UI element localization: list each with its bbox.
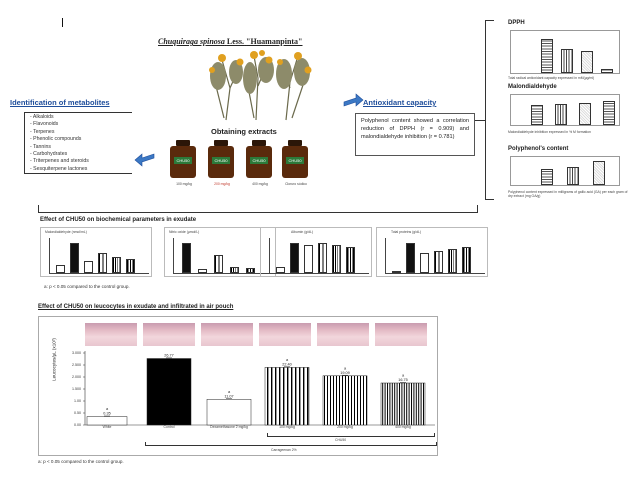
y-tick-label: 0.50 xyxy=(74,411,81,416)
species-name: Chuquiraga spinosa xyxy=(158,37,225,46)
significance-label: a xyxy=(343,366,347,371)
x-label: 400 mg/kg xyxy=(395,425,411,429)
mda-bar-1 xyxy=(531,105,543,125)
biochem-chart-title: Total proteins (g/dL) xyxy=(391,230,421,234)
mda-bar-3 xyxy=(579,103,591,125)
jar-label: CHU50 xyxy=(286,157,304,164)
polyphenol-bar-3 xyxy=(593,161,605,185)
dpph-title: DPPH xyxy=(508,20,525,26)
biochem-heading: Effect of CHU50 on biochemical parameters in exudate xyxy=(40,217,197,223)
bar xyxy=(246,268,255,273)
biochem-chart-title: Albumin (g/dL) xyxy=(291,230,314,234)
polyphenol-bar-2 xyxy=(567,167,579,185)
y-axis-label: Leucocytes/µL (x10³) xyxy=(51,338,57,381)
jar-4 xyxy=(282,140,308,178)
x-label: White xyxy=(102,425,112,429)
list-item: - Flavonoids xyxy=(30,121,59,128)
mda-exudate-chart xyxy=(40,227,152,277)
chu50-bracket xyxy=(267,433,435,437)
jar-label: CHU50 xyxy=(250,157,268,164)
polyphenol-title: Polyphenol's content xyxy=(508,146,569,152)
polyphenol-chart xyxy=(510,156,620,186)
mda-title: Malondialdehyde xyxy=(508,84,557,90)
x-label: 200 mg/kg xyxy=(337,425,353,429)
leukocytes-heading: Effect of CHU50 on leucocytes in exudate and infiltrated in air pouch xyxy=(38,304,234,310)
dpph-bar-3 xyxy=(581,51,593,73)
y-tick-label: 2.500 xyxy=(72,363,81,368)
bar-white xyxy=(87,417,127,425)
species-authority: Less. xyxy=(226,37,245,46)
carrageenan-label: Carrageenan 2% xyxy=(271,448,297,452)
dpph-bar-1 xyxy=(541,39,553,73)
mda-bar-4 xyxy=(603,101,615,125)
extract-jars xyxy=(170,140,320,188)
metabolites-heading: Identification of metabolites xyxy=(10,98,110,107)
biochem-bracket xyxy=(38,205,478,213)
carrageenan-bracket xyxy=(145,442,437,446)
dpph-bar-4 xyxy=(601,69,613,73)
page-title xyxy=(158,37,303,46)
antioxidant-heading: Antioxidant capacity xyxy=(363,98,437,107)
albumin-chart xyxy=(260,227,372,277)
bar xyxy=(214,255,223,273)
corner-mark xyxy=(62,18,63,27)
jar-label: CHU50 xyxy=(212,157,230,164)
data-label: 16.75 xyxy=(398,378,408,382)
biochem-footnote: a: p < 0.05 compared to the control group. xyxy=(44,284,130,289)
bar xyxy=(198,269,207,273)
bar xyxy=(332,245,341,273)
leukocyte-footnote: a: p < 0.05 compared to the control group. xyxy=(38,459,124,464)
bar xyxy=(304,245,313,273)
biochem-chart-title: Nitric oxide (µmol/L) xyxy=(169,230,200,234)
significance-label: a xyxy=(227,389,231,394)
dpph-bar-2 xyxy=(561,49,573,73)
bar xyxy=(84,261,93,273)
biochem-chart-title: Malondialdehyde (nmol/mL) xyxy=(45,230,87,234)
significance-label: a xyxy=(285,357,289,362)
bar-control xyxy=(147,359,191,425)
bar xyxy=(392,271,401,273)
mda-bar-2 xyxy=(555,104,567,125)
list-item: - Carbohydrates xyxy=(30,151,68,158)
jar-3 xyxy=(246,140,272,178)
x-label: 100 mg/kg xyxy=(279,425,295,429)
y-tick-label: 1.500 xyxy=(72,387,81,392)
right-panel-bracket xyxy=(485,20,494,200)
list-item: - Triterpenes and steroids xyxy=(30,158,89,165)
bar xyxy=(420,253,429,273)
jar-caption: 400 mg/kg xyxy=(252,182,268,186)
bar-dexamethasone-2-mg-kg xyxy=(207,399,251,425)
bar xyxy=(318,243,327,273)
list-item: - Phenolic compounds xyxy=(30,136,82,143)
data-label: 11.07 xyxy=(224,394,234,399)
polyphenol-caption: Polyphenol content expressed in milligrams of gallic acid (GA) per each gram of dry extract (mg GA/g) xyxy=(508,190,628,198)
list-item: - Terpenes xyxy=(30,128,55,135)
total-proteins-chart xyxy=(376,227,488,277)
significance-label: a xyxy=(105,407,109,412)
bar xyxy=(462,247,471,273)
bar-100-mg-kg xyxy=(265,367,309,425)
x-label: Dexamethasone 2 mg/kg xyxy=(210,425,248,429)
dpph-caption: Total radical antioxidant capacity expressed in mM(µg/ml) xyxy=(508,76,595,80)
arrow-left-icon xyxy=(134,150,156,168)
significance-label: a xyxy=(401,373,405,378)
right-panel xyxy=(506,20,634,205)
y-tick-label: 3.000 xyxy=(72,351,81,356)
bar xyxy=(448,249,457,273)
jar-caption: 100 mg/kg xyxy=(176,182,192,186)
plant-photo xyxy=(196,48,322,122)
y-tick-label: 0.00 xyxy=(74,423,81,428)
jar-label: CHU50 xyxy=(174,157,192,164)
y-tick-label: 1.00 xyxy=(74,399,81,404)
bar-200-mg-kg xyxy=(323,376,367,425)
biochem-charts xyxy=(40,227,520,281)
x-label: Control xyxy=(163,425,175,429)
obtaining-extracts-label: Obtaining extracts xyxy=(211,127,277,136)
bar xyxy=(70,243,79,273)
bar xyxy=(290,243,299,273)
antioxidant-box xyxy=(355,113,475,156)
mda-chart xyxy=(510,94,620,126)
mda-caption: Malondialdehyde inhibition expressed in % M formation xyxy=(508,130,591,134)
jar-1 xyxy=(170,140,196,178)
data-label: 22.40 xyxy=(282,362,292,367)
data-label: 26.77 xyxy=(164,353,174,358)
leukocyte-panel xyxy=(38,316,438,456)
y-tick-label: 2.000 xyxy=(72,375,81,380)
common-name: "Huamanpinta" xyxy=(246,37,303,46)
jar-2 xyxy=(208,140,234,178)
jar-caption: 200 mg/kg xyxy=(214,182,230,186)
dpph-chart xyxy=(510,30,620,74)
metabolites-list xyxy=(30,114,89,173)
bar xyxy=(346,247,355,273)
connector-line xyxy=(475,120,485,121)
antioxidant-text: Polyphenol content showed a correlation reduction of DPPH (r = 0.909) and malondialdehyde inhibition (r = 0.781) xyxy=(361,118,469,140)
bar xyxy=(406,243,415,273)
bar xyxy=(434,251,443,273)
bar xyxy=(126,259,135,273)
data-label: 0.35 xyxy=(103,411,111,416)
bar xyxy=(98,253,107,273)
arrow-right-icon xyxy=(342,92,364,110)
polyphenol-bar-1 xyxy=(541,169,553,185)
bar xyxy=(112,257,121,273)
list-item: - Sesquiterpene lactones xyxy=(30,165,88,172)
bar xyxy=(182,243,191,273)
bar xyxy=(276,267,285,273)
jar-caption: Cloruro sódico xyxy=(285,182,307,186)
bar xyxy=(230,267,239,273)
bar xyxy=(56,265,65,273)
list-item: - Tannins xyxy=(30,143,51,150)
data-label: 19.09 xyxy=(340,370,350,375)
leukocyte-chart xyxy=(39,341,439,433)
chu50-label: CHU50 xyxy=(335,438,347,442)
bar-400-mg-kg xyxy=(381,383,425,425)
list-item: - Alkaloids xyxy=(30,114,54,120)
